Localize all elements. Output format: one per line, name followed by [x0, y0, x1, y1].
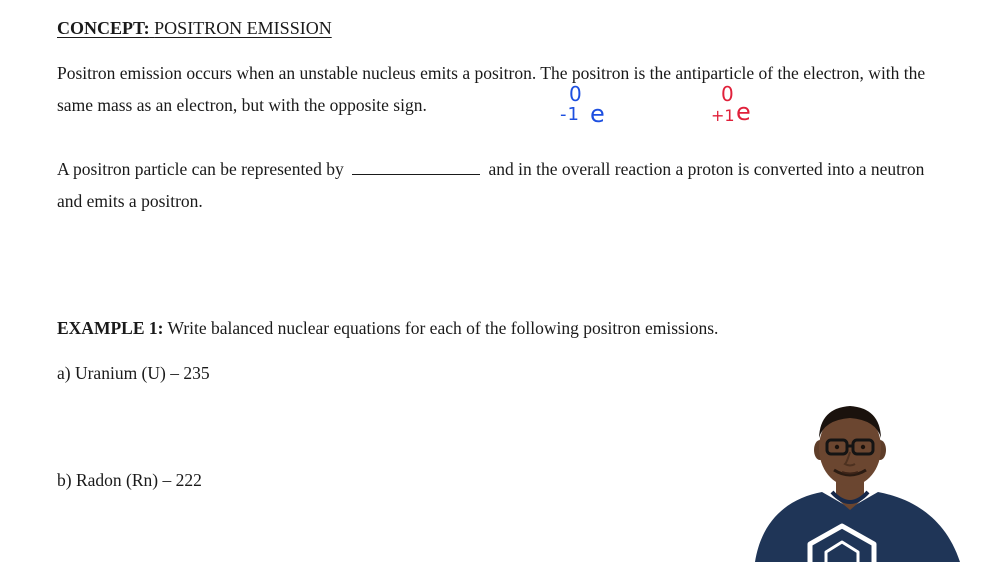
positron-representation-paragraph [57, 153, 937, 217]
positron-charge: +1 [711, 106, 735, 125]
positron-symbol: e [736, 98, 751, 126]
electron-mass-number: 0 [569, 82, 582, 106]
example-label: EXAMPLE 1: [57, 318, 164, 338]
example-part-b: b) Radon (Rn) – 222 [57, 470, 202, 490]
concept-title: POSITRON EMISSION [154, 18, 332, 38]
example-text: Write balanced nuclear equations for each of the following positron emissions. [167, 318, 719, 338]
example-part-a: a) Uranium (U) – 235 [57, 363, 210, 383]
electron-symbol: e [590, 100, 605, 128]
concept-label: CONCEPT: [57, 18, 150, 38]
electron-charge: -1 [560, 104, 580, 125]
positron-mass-number: 0 [721, 82, 734, 106]
concept-heading [57, 18, 332, 39]
representation-text-before: A positron particle can be represented by [57, 159, 344, 179]
representation-text-after: and in the overall reaction a proton is converted into a neutron and emits a positron. [57, 159, 925, 211]
answer-blank [352, 160, 480, 175]
example-prompt [57, 318, 718, 339]
positron-definition-paragraph: Positron emission occurs when an unstable nucleus emits a positron. The positron is the antiparticle of the electron, with the same mass as an electron, but with the opposite sign. [57, 63, 926, 115]
presenter-video-image [750, 400, 965, 562]
